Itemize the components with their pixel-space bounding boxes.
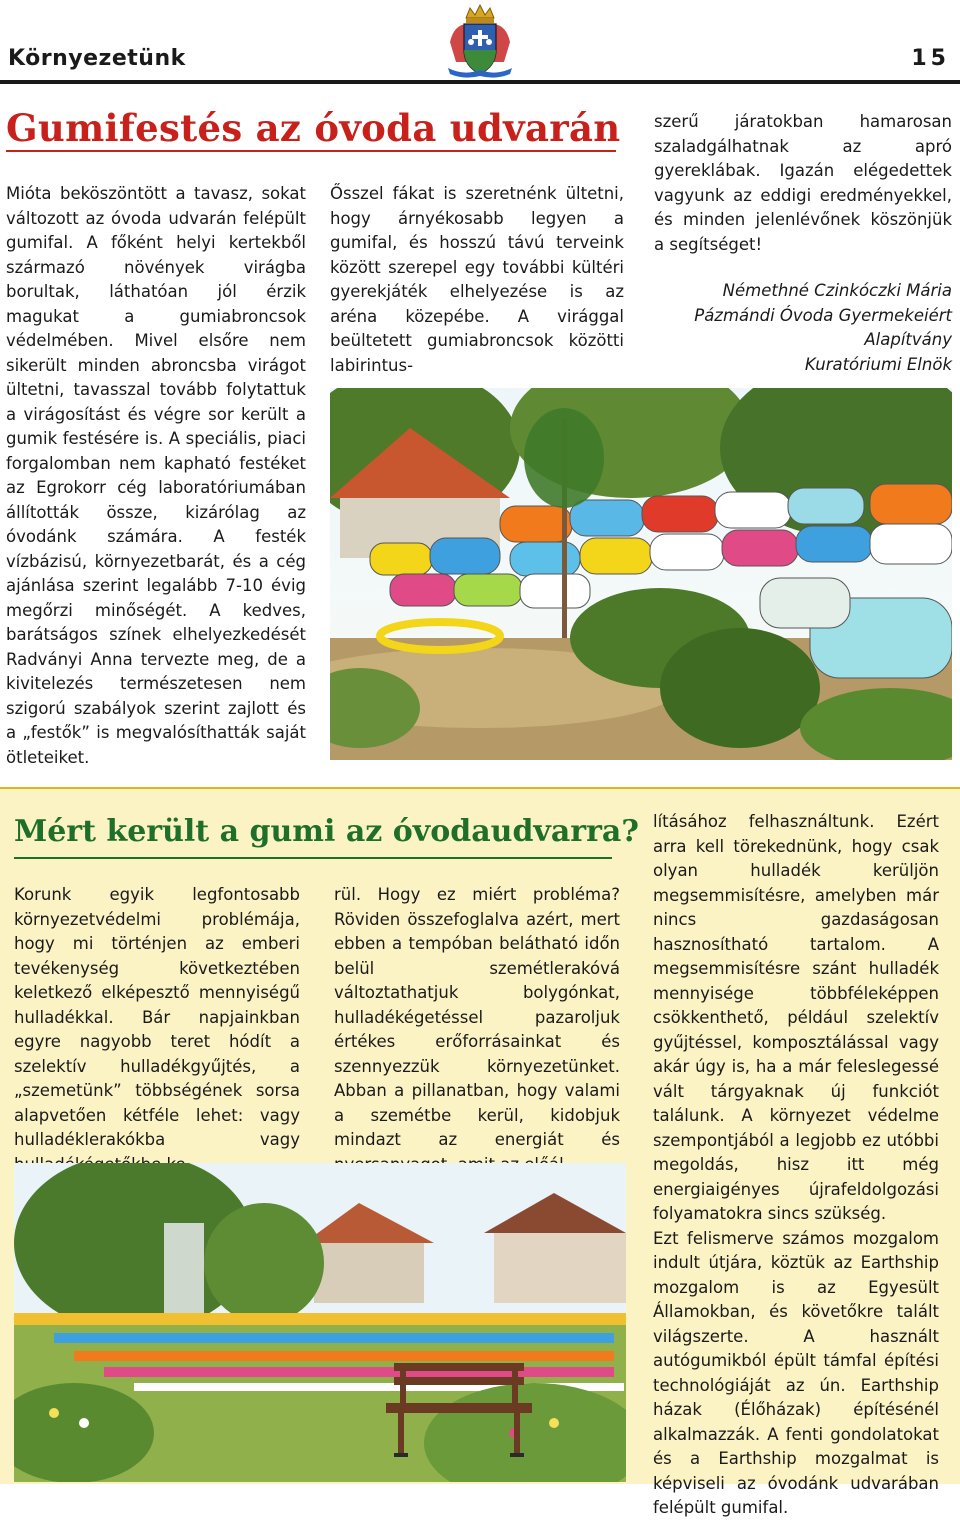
infobox-paragraph: lításához felhasználtunk. Ezért arra kell törekednünk, hogy csak olyan hulladék kerüljön megsemmisítésre, amelyben már nincs gazdaságosan hasznosítható tartalom. A megsemmisítésre szánt hulladék mennyisége többféleképpen csökkenthető, például szelektív gyűjtéssel, komposztálással vagy akár úgy is, ha a már feleslegessé vált tárgyaknak új funkciót találunk. A környezet védelme szempontjából a legjobb ez utóbbi megoldás, hisz itt még energiaigényes újrafeldolgozási folyamatokra sincs szükség. (653, 812, 939, 1223)
tire-wall-photo (330, 388, 952, 760)
article-column-1 (6, 182, 306, 770)
header-rule (0, 80, 960, 84)
infobox-paragraph: rül. Hogy ez miért probléma? Röviden összefoglalva azért, mert ebben a tempóban belátható időn belül szemétlerakóvá változtathatjuk bolygónkat, hulladékégetéssel pazaroljuk értékes erőforrásainkat és szennyezzük környezetünket. Abban a pillanatban, hogy valami a szemétbe kerül, kidobjuk mindazt az energiát és (334, 885, 620, 1149)
article-column-3 (654, 110, 952, 257)
article-paragraph: Ősszel fákat is szeretnénk ültetni, hogy árnyékosabb legyen a gumifal, és hosszú távú terveink között szerepel egy további kültéri gyerekjáték elhelyezése is az aréna közepébe. A virággal beültetett gumiabroncsok közötti labirintus- (330, 184, 624, 375)
signature-name: Némethné Czinkóczki Mária (722, 281, 952, 300)
page-number: 15 (911, 46, 950, 71)
signature-org: Alapítvány (864, 330, 952, 349)
article-paragraph: Mióta beköszöntött a tavasz, sokat változott az óvoda udvarán felépült gumifal. A főként helyi kertekből származó növények virágba borultak, láthatóan jól érzik magukat a gumiabroncsok védelmében. Mivel elsőre nem sikerült minden abroncsba virágot ültetni, tavasszal tovább folytattuk a virágosítást és végre sor került a gumik festésére is. A speciális, piaci forgalomban nem kapható festéket az Egrokorr cég laboratóriumában állították össze, kizárólag az óvodánk számára. A festék vízbázisú, környezetbarát, és a cég ajánlása szerint legalább 7-10 évig megőrzi minőségét. A kedves, barátságos színek elhelyezkedését Radványi Anna tervezte meg, de a kivitelezés természetesen nem szigorú szabályok szerint zajlott és a „festők” is megvalósíthatták saját ötleteiket. (6, 184, 306, 767)
signature-org: Pázmándi Óvoda Gyermekeiért (694, 305, 952, 325)
infobox-column-3 (653, 810, 939, 1521)
infobox-title: Mért került a gumi az óvodaudvarra? (14, 814, 639, 849)
infobox-paragraph: Korunk egyik legfontosabb környezetvédelmi problémája, hogy mi történjen az emberi tevékenység következtében keletkező elképesztő mennyiségű hulladékkal. Bár napjainkban egyre nagyobb teret hódít a szelektív hulladékgyűjtés, a „szemetünk” többségének sorsa alapvetően kétféle lehet: vagy hulladéklerakókba vagy (14, 885, 300, 1149)
coat-of-arms-logo (444, 2, 516, 80)
garden-bench-photo (14, 1163, 626, 1482)
title-underline (6, 150, 616, 152)
article-column-2 (330, 182, 624, 378)
infobox-title-underline (14, 857, 612, 859)
infobox-paragraph: Ezt felismerve számos mozgalom indult útjára, köztük az Earthship mozgalom is az Egyesült Államokban, és követőkre talált világszerte. A használt autógumikból épült támfal építési technológiáját az ún. Earthship házak (Élőházak) építésénél alkalmazzák. A fenti gondolatokat és a Earthship mozgalmat is képviseli az óvodánk udvarában felépült gumifal. (653, 1228, 939, 1517)
article-paragraph: szerű járatokban hamarosan szaladgálhatnak az apró gyereklábak. Igazán elégedettek vagyunk az eddigi eredményekkel, és minden jelenlévőnek köszönjük a segítséget! (654, 112, 952, 254)
section-name: Környezetünk (8, 46, 186, 71)
signature (654, 279, 952, 377)
infobox-column-1 (14, 883, 300, 1177)
signature-role: Kuratóriumi Elnök (804, 354, 952, 374)
article-title: Gumifestés az óvoda udvarán (6, 106, 621, 150)
infobox-column-2 (334, 883, 620, 1177)
